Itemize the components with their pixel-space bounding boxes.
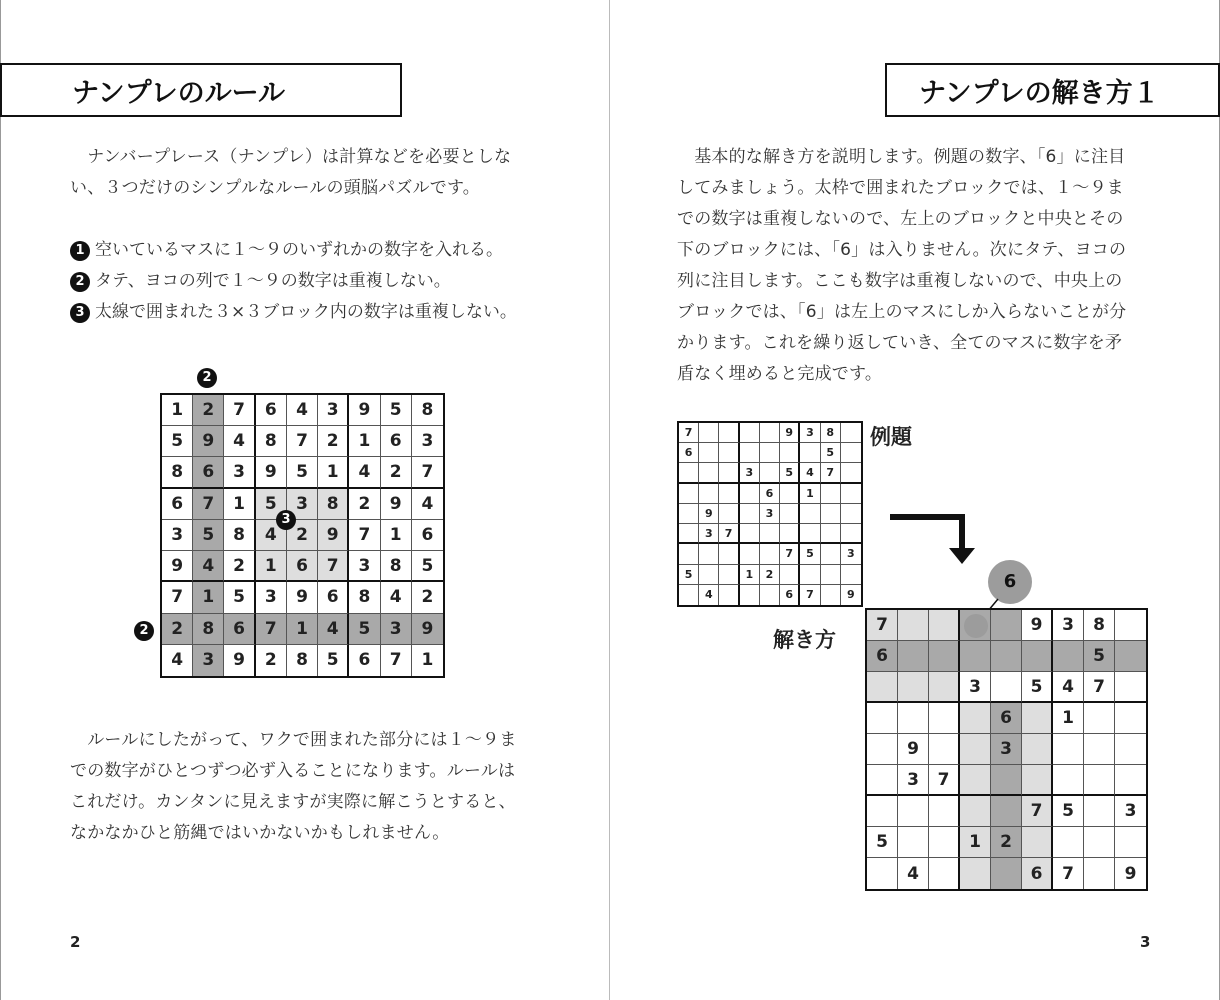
grid-cell: 6: [867, 641, 898, 672]
grid-cell: 1: [381, 520, 412, 551]
grid-cell: 7: [381, 645, 412, 676]
grid-cell: [800, 524, 820, 544]
grid-cell: 2: [193, 395, 224, 426]
grid-cell: 3: [699, 524, 719, 544]
grid-cell: 4: [412, 489, 443, 520]
example-label: 例題: [870, 425, 912, 449]
method-line: での数字は重複しないので、左上のブロックと中央とその: [677, 209, 1124, 229]
grid-cell: [760, 585, 780, 605]
grid-cell: [991, 765, 1022, 796]
grid-cell: [1115, 734, 1146, 765]
rule-item: [70, 266, 517, 297]
grid-cell: [991, 641, 1022, 672]
grid-cell: 6: [991, 703, 1022, 734]
grid-cell: 3: [412, 426, 443, 457]
grid-cell: 9: [256, 457, 287, 488]
grid-cell: 8: [287, 645, 318, 676]
method-paragraph: [677, 142, 1157, 390]
grid-cell: [740, 544, 760, 564]
grid-cell: [867, 734, 898, 765]
grid-cell: [1053, 765, 1084, 796]
grid-cell: 2: [318, 426, 349, 457]
grid-cell: 4: [1053, 672, 1084, 703]
grid-cell: [760, 423, 780, 443]
intro-paragraph: [70, 142, 560, 204]
outro-paragraph: [70, 725, 560, 849]
grid-cell: [821, 585, 841, 605]
grid-cell: 2: [162, 614, 193, 645]
grid-cell: 1: [960, 827, 991, 858]
grid-cell: [760, 463, 780, 483]
grid-cell: [898, 672, 929, 703]
grid-cell: [699, 544, 719, 564]
grid-cell: 9: [318, 520, 349, 551]
grid-cell: [960, 765, 991, 796]
column-marker-badge: 2: [197, 368, 217, 388]
grid-cell: 9: [349, 395, 380, 426]
outro-line: なかなかひと筋縄ではいかないかもしれません。: [70, 823, 450, 843]
grid-cell: 7: [821, 463, 841, 483]
grid-cell: [1053, 641, 1084, 672]
grid-cell: [821, 484, 841, 504]
outro-line: これだけ。カンタンに見えますが実際に解こうとすると、: [70, 792, 516, 812]
grid-cell: 3: [1053, 610, 1084, 641]
grid-cell: [800, 443, 820, 463]
grid-cell: [841, 463, 861, 483]
grid-cell: [1053, 827, 1084, 858]
grid-cell: 7: [224, 395, 255, 426]
grid-cell: 6: [349, 645, 380, 676]
grid-cell: [780, 565, 800, 585]
grid-cell: [780, 443, 800, 463]
grid-cell: 8: [349, 582, 380, 613]
grid-cell: [719, 463, 739, 483]
rule-item: [70, 235, 517, 266]
grid-cell: [679, 544, 699, 564]
grid-cell: 6: [162, 489, 193, 520]
grid-cell: 9: [287, 582, 318, 613]
grid-cell: [929, 672, 960, 703]
grid-cell: 8: [256, 426, 287, 457]
grid-cell: 4: [318, 614, 349, 645]
method-puzzle-grid: [865, 608, 1148, 891]
grid-cell: [991, 796, 1022, 827]
grid-cell: 1: [287, 614, 318, 645]
bent-arrow-icon: [885, 510, 1005, 570]
grid-cell: [679, 524, 699, 544]
grid-cell: [679, 484, 699, 504]
grid-cell: 9: [412, 614, 443, 645]
grid-cell: 6: [287, 551, 318, 582]
grid-cell: 7: [412, 457, 443, 488]
grid-cell: 7: [1053, 858, 1084, 889]
grid-cell: 7: [679, 423, 699, 443]
grid-cell: 9: [898, 734, 929, 765]
intro-line: い、３つだけのシンプルなルールの頭脳パズルです。: [70, 178, 480, 198]
grid-cell: 9: [1022, 610, 1053, 641]
callout-six-badge: 6: [988, 560, 1032, 604]
rule-number-1-badge: 1: [70, 241, 90, 261]
grid-cell: [740, 524, 760, 544]
grid-cell: 5: [287, 457, 318, 488]
grid-cell: [719, 443, 739, 463]
grid-cell: [780, 484, 800, 504]
grid-cell: 8: [1084, 610, 1115, 641]
left-page-title: [0, 63, 402, 117]
grid-cell: [929, 858, 960, 889]
rule-text: 太線で囲まれた３×３ブロック内の数字は重複しない。: [95, 302, 517, 322]
grid-cell: 1: [349, 426, 380, 457]
left-page-number: 2: [70, 933, 81, 951]
grid-cell: [800, 565, 820, 585]
grid-cell: [1115, 827, 1146, 858]
grid-cell: [960, 703, 991, 734]
grid-cell: [867, 796, 898, 827]
grid-cell: 4: [287, 395, 318, 426]
grid-cell: 4: [224, 426, 255, 457]
grid-cell: [929, 734, 960, 765]
left-edge-line: [0, 0, 1, 1000]
grid-cell: 4: [800, 463, 820, 483]
grid-cell: [760, 544, 780, 564]
grid-cell: [1022, 641, 1053, 672]
grid-cell: [841, 565, 861, 585]
grid-cell: 5: [1022, 672, 1053, 703]
method-label: 解き方: [773, 628, 836, 652]
grid-cell: 1: [162, 395, 193, 426]
grid-cell: [719, 585, 739, 605]
grid-cell: [960, 734, 991, 765]
grid-cell: 3: [800, 423, 820, 443]
grid-cell: [867, 765, 898, 796]
grid-cell: [719, 423, 739, 443]
grid-cell: 3: [287, 489, 318, 520]
grid-cell: [929, 610, 960, 641]
grid-cell: 8: [162, 457, 193, 488]
grid-cell: 7: [780, 544, 800, 564]
grid-cell: 6: [224, 614, 255, 645]
method-line: 下のブロックには、「6」は入りません。次にタテ、ヨコの: [677, 240, 1127, 260]
right-page-title: [885, 63, 1220, 117]
grid-cell: [821, 544, 841, 564]
grid-cell: 8: [318, 489, 349, 520]
grid-cell: 7: [719, 524, 739, 544]
grid-cell: 7: [193, 489, 224, 520]
grid-cell: [929, 641, 960, 672]
grid-cell: [740, 423, 760, 443]
grid-cell: 8: [224, 520, 255, 551]
left-page-title-text: ナンプレのルール: [72, 77, 286, 109]
grid-cell: [1022, 734, 1053, 765]
grid-cell: [960, 796, 991, 827]
grid-cell: 5: [800, 544, 820, 564]
grid-cell: 3: [1115, 796, 1146, 827]
grid-cell: 1: [193, 582, 224, 613]
grid-cell: [1084, 734, 1115, 765]
grid-cell: 1: [740, 565, 760, 585]
grid-cell: [1084, 858, 1115, 889]
grid-cell: 2: [349, 489, 380, 520]
grid-cell: 5: [349, 614, 380, 645]
grid-cell: 2: [224, 551, 255, 582]
grid-cell: 1: [421, 650, 434, 671]
grid-cell: [699, 463, 719, 483]
grid-cell: [929, 796, 960, 827]
grid-cell: [1053, 734, 1084, 765]
grid-cell: 6: [256, 395, 287, 426]
intro-line: ナンバープレース（ナンプレ）は計算などを必要としな: [70, 147, 512, 167]
grid-cell: 5: [867, 827, 898, 858]
grid-cell: 4: [699, 585, 719, 605]
grid-cell: [719, 565, 739, 585]
grid-cell: [991, 672, 1022, 703]
grid-cell: 7: [162, 582, 193, 613]
method-line: ブロックでは、「6」は左上のマスにしか入らないことが分: [677, 302, 1127, 322]
grid-cell: [1084, 827, 1115, 858]
rule-text: 空いているマスに１～９のいずれかの数字を入れる。: [95, 240, 503, 260]
grid-cell: [760, 524, 780, 544]
grid-cell: 8: [381, 551, 412, 582]
grid-cell: 1: [224, 489, 255, 520]
gutter-line: [609, 0, 610, 1000]
grid-cell: 2: [256, 645, 287, 676]
grid-cell: 4: [256, 520, 287, 551]
grid-cell: [821, 565, 841, 585]
grid-cell: [867, 703, 898, 734]
grid-cell: [1022, 765, 1053, 796]
block-marker-badge: 3: [276, 510, 296, 530]
grid-cell: 9: [699, 504, 719, 524]
grid-cell: [898, 610, 929, 641]
grid-cell: 6: [318, 582, 349, 613]
grid-cell: [740, 504, 760, 524]
grid-cell: [699, 565, 719, 585]
grid-cell: 5: [162, 426, 193, 457]
grid-cell: 8: [412, 395, 443, 426]
rule-item: [70, 297, 517, 328]
grid-cell: 3: [841, 544, 861, 564]
row-marker-badge: 2: [134, 621, 154, 641]
grid-cell: [1115, 765, 1146, 796]
grid-cell: 1: [800, 484, 820, 504]
grid-cell: 7: [867, 610, 898, 641]
grid-cell: [991, 858, 1022, 889]
grid-cell: [719, 484, 739, 504]
grid-cell: 5: [193, 520, 224, 551]
grid-cell: 7: [1084, 672, 1115, 703]
grid-cell: 5: [1053, 796, 1084, 827]
grid-cell: [740, 484, 760, 504]
grid-cell: 4: [162, 645, 193, 676]
grid-cell: 5: [780, 463, 800, 483]
grid-cell: 5: [1084, 641, 1115, 672]
method-line: してみましょう。太枠で囲まれたブロックでは、１～９ま: [677, 178, 1124, 198]
grid-cell: 3: [224, 457, 255, 488]
grid-cell: [841, 484, 861, 504]
grid-cell: [821, 504, 841, 524]
grid-cell: 9: [162, 551, 193, 582]
grid-cell: [991, 610, 1022, 641]
grid-cell: 1: [318, 457, 349, 488]
grid-cell: 8: [821, 423, 841, 443]
grid-cell: 5: [821, 443, 841, 463]
right-page-number: 3: [1140, 933, 1151, 951]
grid-cell: 4: [349, 457, 380, 488]
grid-cell: 1: [256, 551, 287, 582]
grid-cell: 6: [679, 443, 699, 463]
grid-cell: 2: [287, 520, 318, 551]
grid-cell: 4: [898, 858, 929, 889]
grid-cell: 9: [224, 645, 255, 676]
grid-cell: 3: [349, 551, 380, 582]
grid-cell: [1022, 703, 1053, 734]
grid-cell: [1084, 765, 1115, 796]
grid-cell: [898, 827, 929, 858]
grid-cell: [800, 504, 820, 524]
grid-cell: 3: [760, 504, 780, 524]
grid-cell: 7: [800, 585, 820, 605]
outro-line: ルールにしたがって、ワクで囲まれた部分には１～９ま: [70, 730, 517, 750]
grid-cell: 3: [318, 395, 349, 426]
rule-number-3-badge: 3: [70, 303, 90, 323]
example-puzzle-grid: [677, 421, 863, 607]
grid-cell: [760, 443, 780, 463]
grid-cell: [740, 585, 760, 605]
grid-cell: 9: [1124, 863, 1137, 884]
grid-cell: [719, 504, 739, 524]
grid-cell: 2: [991, 827, 1022, 858]
grid-cell: 6: [381, 426, 412, 457]
right-page-title-text: ナンプレの解き方１: [919, 77, 1160, 109]
grid-cell: 4: [381, 582, 412, 613]
grid-cell: 5: [224, 582, 255, 613]
method-line: 盾なく埋めると完成です。: [677, 364, 883, 384]
grid-cell: [699, 423, 719, 443]
grid-cell: 4: [193, 551, 224, 582]
grid-cell: [898, 641, 929, 672]
grid-cell: 9: [780, 423, 800, 443]
method-line: 基本的な解き方を説明します。例題の数字、「6」に注目: [677, 147, 1126, 167]
grid-cell: 7: [287, 426, 318, 457]
grid-cell: [929, 703, 960, 734]
grid-cell: 6: [760, 484, 780, 504]
grid-cell: [679, 463, 699, 483]
grid-cell: 5: [381, 395, 412, 426]
grid-cell: [821, 524, 841, 544]
grid-cell: 5: [412, 551, 443, 582]
grid-cell: [719, 544, 739, 564]
outro-line: での数字がひとつずつ必ず入ることになります。ルールは: [70, 761, 516, 781]
grid-cell: [1115, 703, 1146, 734]
grid-cell: 3: [162, 520, 193, 551]
grid-cell: 5: [318, 645, 349, 676]
grid-cell: 3: [193, 645, 224, 676]
method-line: 列に注目します。ここも数字は重複しないので、中央上の: [677, 271, 1123, 291]
grid-cell: 9: [381, 489, 412, 520]
candidate-dot-marker: [964, 614, 988, 638]
grid-cell: [1115, 641, 1146, 672]
grid-cell: [1115, 610, 1146, 641]
grid-cell: 3: [991, 734, 1022, 765]
grid-cell: [679, 585, 699, 605]
grid-cell: [867, 672, 898, 703]
grid-cell: [699, 484, 719, 504]
grid-cell: [780, 504, 800, 524]
grid-cell: [1084, 703, 1115, 734]
grid-cell: 7: [1022, 796, 1053, 827]
grid-cell: 7: [256, 614, 287, 645]
grid-cell: [841, 423, 861, 443]
grid-cell: [699, 443, 719, 463]
grid-cell: 6: [412, 520, 443, 551]
grid-cell: 3: [960, 672, 991, 703]
grid-cell: [929, 827, 960, 858]
grid-cell: 6: [780, 585, 800, 605]
rule-text: タテ、ヨコの列で１～９の数字は重複しない。: [95, 271, 451, 291]
grid-cell: 3: [740, 463, 760, 483]
grid-cell: [867, 858, 898, 889]
grid-cell: 9: [847, 588, 855, 602]
grid-cell: 3: [256, 582, 287, 613]
grid-cell: 2: [760, 565, 780, 585]
grid-cell: 7: [349, 520, 380, 551]
grid-cell: [679, 504, 699, 524]
grid-cell: 9: [193, 426, 224, 457]
grid-cell: 7: [929, 765, 960, 796]
grid-cell: 8: [193, 614, 224, 645]
grid-cell: [1084, 796, 1115, 827]
grid-cell: 6: [1022, 858, 1053, 889]
rule-number-2-badge: 2: [70, 272, 90, 292]
grid-cell: 1: [1053, 703, 1084, 734]
grid-cell: [898, 796, 929, 827]
grid-cell: 3: [381, 614, 412, 645]
grid-cell: [1022, 827, 1053, 858]
grid-cell: [898, 703, 929, 734]
grid-cell: [1115, 672, 1146, 703]
grid-cell: [960, 641, 991, 672]
grid-cell: [841, 524, 861, 544]
grid-cell: [960, 858, 991, 889]
grid-cell: 7: [318, 551, 349, 582]
grid-cell: 5: [256, 489, 287, 520]
grid-cell: [841, 443, 861, 463]
grid-cell: 3: [898, 765, 929, 796]
solved-sudoku-grid: [160, 393, 445, 678]
grid-cell: 2: [381, 457, 412, 488]
rule-list: [70, 235, 517, 328]
grid-cell: [841, 504, 861, 524]
grid-cell: 2: [412, 582, 443, 613]
grid-cell: [780, 524, 800, 544]
grid-cell: 6: [193, 457, 224, 488]
method-line: かります。これを繰り返していき、全てのマスに数字を矛: [677, 333, 1123, 353]
grid-cell: 5: [679, 565, 699, 585]
grid-cell: [740, 443, 760, 463]
